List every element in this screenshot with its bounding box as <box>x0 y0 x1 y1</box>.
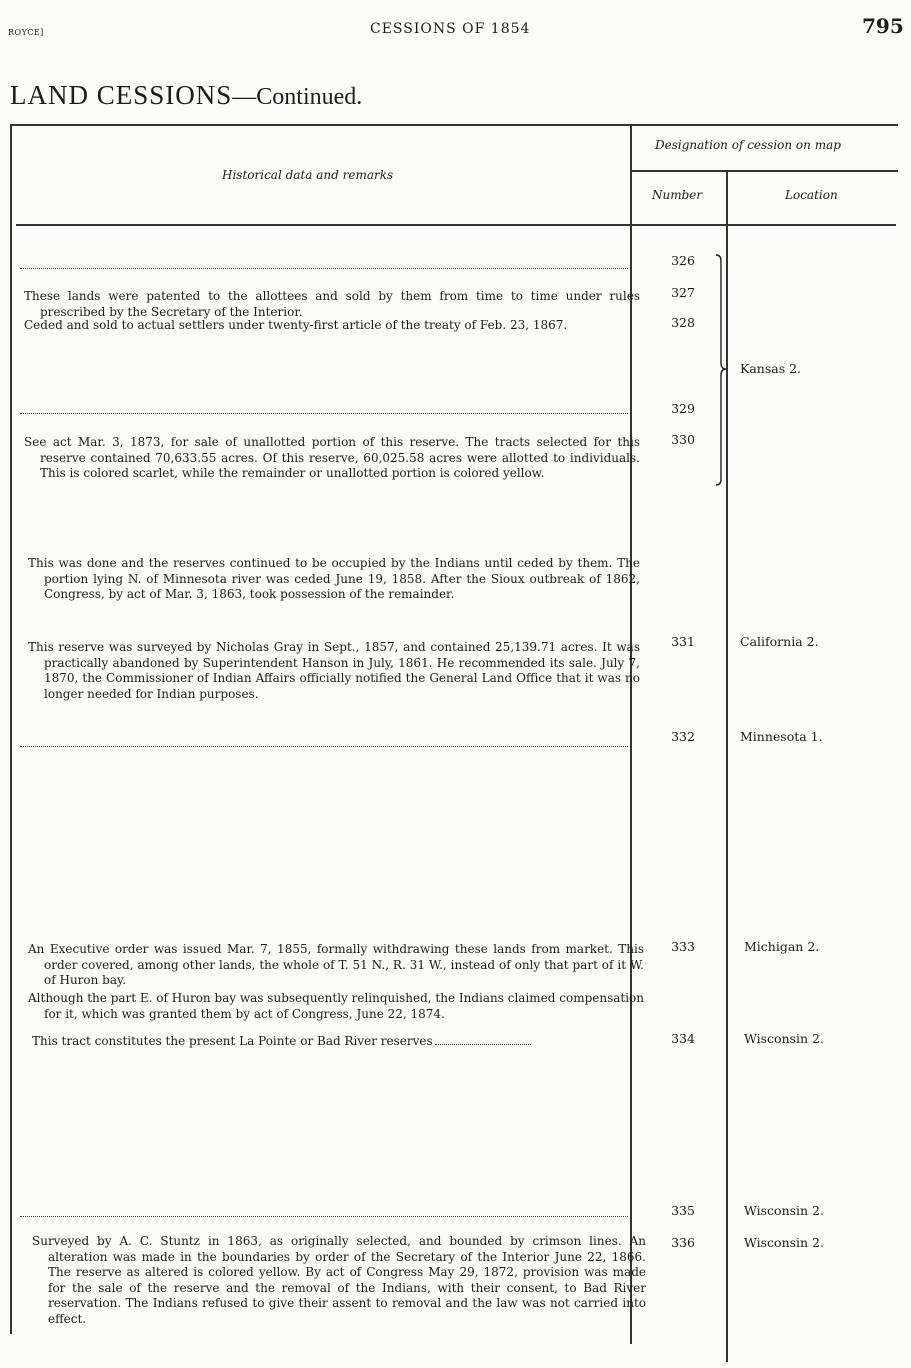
cession-location: Michigan 2. <box>744 939 820 954</box>
cession-number: 333 <box>671 939 695 954</box>
cession-location: Kansas 2. <box>740 361 802 376</box>
remark-text: This tract constitutes the present La Pointe or Bad River reserves <box>32 1034 433 1048</box>
column-header-location: Location <box>785 188 838 202</box>
table-top-rule <box>10 124 898 126</box>
remark: See act Mar. 3, 1873, for sale of unallotted portion of this reserve. The tracts selected for this reserve contained 70,633.55 acres. Of this reserve, 60,025.58 acres were allotted to individuals. This is colored scarlet, while the remainder or unallotted portion is colored yellow. <box>24 435 640 480</box>
remark: This was done and the reserves continued to be occupied by the Indians until ceded by them. The portion lying N. of Minnesota river was ceded June 19, 1858. After the Sioux outbreak of 1862, Congress, by act of Mar. 3, 1863, took possession of the remainder. <box>28 556 640 601</box>
page-title <box>10 80 362 111</box>
cession-number: 332 <box>671 729 695 744</box>
remark: These lands were patented to the allottees and sold by them from time to time under rules prescribed by the Secretary of the Interior. <box>24 289 640 319</box>
cession-number: 336 <box>671 1235 695 1250</box>
cession-location: Wisconsin 2. <box>744 1203 824 1218</box>
title-suffix: —Continued. <box>232 84 363 110</box>
running-head-title: CESSIONS OF 1854 <box>370 21 531 37</box>
page-number: 795 <box>862 14 904 38</box>
row-separator <box>20 268 628 269</box>
leader-dots <box>435 1044 531 1045</box>
row-separator <box>20 1216 628 1217</box>
column-header-remarks: Historical data and remarks <box>222 168 394 182</box>
cession-number: 327 <box>671 285 695 300</box>
header-bottom-rule <box>16 224 896 226</box>
row-separator <box>20 746 628 747</box>
cession-location: Minnesota 1. <box>740 729 823 744</box>
column-header-designation: Designation of cession on map <box>655 138 841 152</box>
cession-number: 334 <box>671 1031 695 1046</box>
cession-number: 326 <box>671 253 695 268</box>
cession-number: 329 <box>671 401 695 416</box>
cession-number: 331 <box>671 634 695 649</box>
cession-number: 328 <box>671 315 695 330</box>
remark <box>32 1034 636 1050</box>
cession-location: California 2. <box>740 634 819 649</box>
cession-number: 330 <box>671 432 695 447</box>
cession-location: Wisconsin 2. <box>744 1235 824 1250</box>
remark: Surveyed by A. C. Stuntz in 1863, as originally selected, and bounded by crimson lines. An alteration was made in the boundaries by order of the Secretary of the Interior June 22, 1866. The reserve as altered is colored yellow. By act of Congress May 29, 1872, provision was made for the sale of the reserve and the removal of the Indians, with their consent, to Bad River reservation. The Indians refused to give their assent to removal and the law was not carried into effect. <box>32 1234 646 1326</box>
column-header-number: Number <box>652 188 703 202</box>
remark: Although the part E. of Huron bay was subsequently relinquished, the Indians claimed compensation for it, which was granted them by act of Congress, June 22, 1874. <box>28 991 645 1021</box>
designation-subhead-rule <box>632 170 898 172</box>
title-main: LAND CESSIONS <box>10 80 233 110</box>
row-separator <box>20 413 628 414</box>
table-left-rule <box>10 124 12 1334</box>
cession-number: 335 <box>671 1203 695 1218</box>
remark: Ceded and sold to actual settlers under twenty-first article of the treaty of Feb. 23, 1867. <box>24 318 568 332</box>
running-head-left: ROYCE] <box>8 28 44 37</box>
remark: This reserve was surveyed by Nicholas Gray in Sept., 1857, and contained 25,139.71 acres. It was practically abandoned by Superintendent Hanson in July, 1861. He recommended its sale. July 7, 1870, the Commissioner of Indian Affairs officially notified the General Land Office that it was no longer needed for Indian purposes. <box>28 640 640 701</box>
cession-location: Wisconsin 2. <box>744 1031 824 1046</box>
grouping-brace <box>714 253 730 489</box>
remark: An Executive order was issued Mar. 7, 1855, formally withdrawing these lands from market. This order covered, among other lands, the whole of T. 51 N., R. 31 W., instead of only that part of it W. of Huron bay. <box>28 942 644 987</box>
